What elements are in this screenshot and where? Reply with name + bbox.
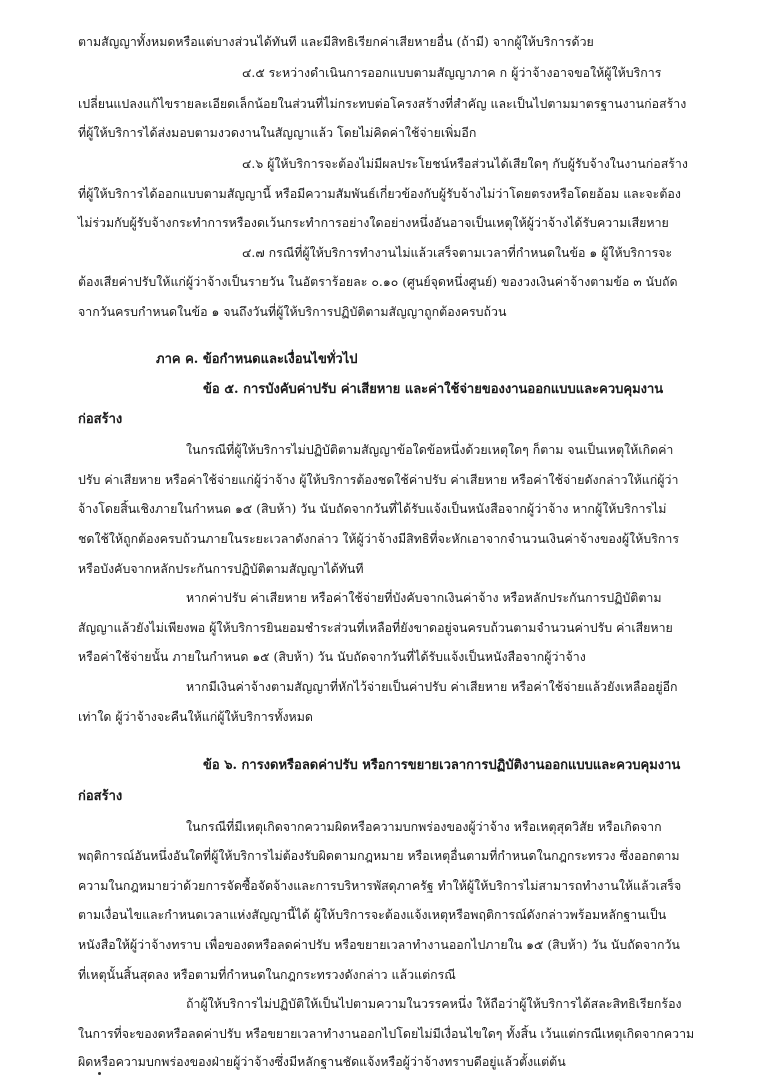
paragraph-line: หากมีเงินค่าจ้างตามสัญญาที่หักไว้จ่ายเป็นค่าปรับ ค่าเสียหาย หรือค่าใช้จ่ายแล้วยังเหลืออยู่อีก	[186, 679, 678, 694]
clause-4-7-line: ๔.๗ กรณีที่ผู้ให้บริการทำงานไม่แล้วเสร็จตามเวลาที่กำหนดในข้อ ๑ ผู้ให้บริการจะ	[242, 245, 673, 260]
clause-4-6-line: ๔.๖ ผู้ให้บริการจะต้องไม่มีผลประโยชน์หรือส่วนได้เสียใดๆ กับผู้รับจ้างในงานก่อสร้าง	[242, 156, 688, 171]
paragraph-line: ต้องเสียค่าปรับให้แก่ผู้ว่าจ้างเป็นรายวัน ในอัตราร้อยละ ๐.๑๐ (ศูนย์จุดหนึ่งศูนย์) ของวงเงินค่าจ้างตามข้อ ๓ นับถัด	[78, 274, 678, 289]
clause-5-heading-cont: ก่อสร้าง	[78, 412, 123, 427]
paragraph-line: จากวันครบกำหนดในข้อ ๑ จนถึงวันที่ผู้ให้บริการปฏิบัติตามสัญญาถูกต้องครบถ้วน	[78, 304, 507, 319]
clause-6-heading-cont: ก่อสร้าง	[78, 789, 123, 804]
scan-dot	[98, 1072, 101, 1075]
clause-6-heading: ข้อ ๖. การงดหรือลดค่าปรับ หรือการขยายเวลาการปฏิบัติงานออกแบบและควบคุมงาน	[203, 758, 681, 773]
paragraph-line: ปรับ ค่าเสียหาย หรือค่าใช้จ่ายแก่ผู้ว่าจ้าง ผู้ให้บริการต้องชดใช้ค่าปรับ ค่าเสียหาย หรือค่าใช้จ่ายดังกล่าวให้แก่ผู้ว่า	[78, 472, 679, 487]
paragraph-line: จ้างโดยสิ้นเชิงภายในกำหนด ๑๕ (สิบห้า) วัน นับถัดจากวันที่ได้รับแจ้งเป็นหนังสือจากผู้ว่าจ้าง หากผู้ให้บริการไม่	[78, 501, 667, 516]
paragraph-line: ที่เหตุนั้นสิ้นสุดลง หรือตามที่กำหนดในกฎกระทรวงดังกล่าว แล้วแต่กรณี	[78, 967, 456, 982]
paragraph-line: ในการที่จะของดหรือลดค่าปรับ หรือขยายเวลาทำงานออกไปโดยไม่มีเงื่อนไขใดๆ ทั้งสิ้น เว้นแต่กรณีเหตุเกิดจากความ	[78, 1026, 695, 1041]
paragraph-line: หรือค่าใช้จ่ายนั้น ภายในกำหนด ๑๕ (สิบห้า) วัน นับถัดจากวันที่ได้รับแจ้งเป็นหนังสือจากผู้ว่าจ้าง	[78, 649, 586, 664]
paragraph-line: ความในกฎหมายว่าด้วยการจัดซื้อจัดจ้างและการบริหารพัสดุภาครัฐ ทำให้ผู้ให้บริการไม่สามารถทำงานให้แล้วเสร็จ	[78, 878, 682, 893]
paragraph-line: หนังสือให้ผู้ว่าจ้างทราบ เพื่อของดหรือลดค่าปรับ หรือขยายเวลาทำงานออกไปภายใน ๑๕ (สิบห้า) วัน นับถัดจากวัน	[78, 937, 680, 952]
paragraph-line: ในกรณีที่ผู้ให้บริการไม่ปฏิบัติตามสัญญาข้อใดข้อหนึ่งด้วยเหตุใดๆ ก็ตาม จนเป็นเหตุให้เกิดค่า	[186, 442, 674, 457]
paragraph-line: หากค่าปรับ ค่าเสียหาย หรือค่าใช้จ่ายที่บังคับจากเงินค่าจ้าง หรือหลักประกันการปฏิบัติตาม	[186, 590, 662, 605]
paragraph-line: ผิดหรือความบกพร่องของฝ่ายผู้ว่าจ้างซึ่งมีหลักฐานชัดแจ้งหรือผู้ว่าจ้างทราบดีอยู่แล้วตั้งแต่ต้น	[78, 1054, 566, 1069]
paragraph-line: ถ้าผู้ให้บริการไม่ปฏิบัติให้เป็นไปตามความในวรรคหนึ่ง ให้ถือว่าผู้ให้บริการได้สละสิทธิเรียกร้อง	[186, 996, 682, 1011]
paragraph-line: ตามเงื่อนไขและกำหนดเวลาแห่งสัญญานี้ได้ ผู้ให้บริการจะต้องแจ้งเหตุหรือพฤติการณ์ดังกล่าวพร้อมหลักฐานเป็น	[78, 907, 667, 922]
paragraph-line: ไม่ร่วมกับผู้รับจ้างกระทำการหรืองดเว้นกระทำการอย่างใดอย่างหนึ่งอันอาจเป็นเหตุให้ผู้ว่าจ้างได้รับความเสียหาย	[78, 215, 669, 230]
section-heading: ภาค ค. ข้อกำหนดและเงื่อนไขทั่วไป	[156, 352, 358, 367]
clause-5-heading: ข้อ ๕. การบังคับค่าปรับ ค่าเสียหาย และค่าใช้จ่ายของงานออกแบบและควบคุมงาน	[203, 382, 664, 397]
paragraph-line: พฤติการณ์อันหนึ่งอันใดที่ผู้ให้บริการไม่ต้องรับผิดตามกฎหมาย หรือเหตุอื่นตามที่กำหนดในกฎกระทรวง ซึ่งออกตาม	[78, 848, 680, 863]
paragraph-line: เปลี่ยนแปลงแก้ไขรายละเอียดเล็กน้อยในส่วนที่ไม่กระทบต่อโครงสร้างที่สำคัญ และเป็นไปตามมาตรฐานงานก่อสร้าง	[78, 96, 687, 111]
paragraph-line: ชดใช้ให้ถูกต้องครบถ้วนภายในระยะเวลาดังกล่าว ให้ผู้ว่าจ้างมีสิทธิที่จะหักเอาจากจำนวนเงินค่าจ้างของผู้ให้บริการ	[78, 531, 680, 546]
paragraph-line: หรือบังคับจากหลักประกันการปฏิบัติตามสัญญาได้ทันที	[78, 561, 364, 576]
paragraph-line: ที่ผู้ให้บริการได้ออกแบบตามสัญญานี้ หรือมีความสัมพันธ์เกี่ยวข้องกับผู้รับจ้างไม่ว่าโดยตรงหรือโดยอ้อม และจะต้อง	[78, 186, 681, 201]
paragraph-line: ที่ผู้ให้บริการได้ส่งมอบตามงวดงานในสัญญาแล้ว โดยไม่คิดค่าใช้จ่ายเพิ่มอีก	[78, 125, 477, 140]
paragraph-line: เท่าใด ผู้ว่าจ้างจะคืนให้แก่ผู้ให้บริการทั้งหมด	[78, 709, 313, 724]
paragraph-line: สัญญาแล้วยังไม่เพียงพอ ผู้ให้บริการยินยอมชำระส่วนที่เหลือที่ยังขาดอยู่จนครบถ้วนตามจำนวนค่าปรับ ค่าเสียหาย	[78, 620, 673, 635]
paragraph-line: ในกรณีที่มีเหตุเกิดจากความผิดหรือความบกพร่องของผู้ว่าจ้าง หรือเหตุสุดวิสัย หรือเกิดจาก	[186, 819, 662, 834]
paragraph-line: ตามสัญญาทั้งหมดหรือแต่บางส่วนได้ทันที และมีสิทธิเรียกค่าเสียหายอื่น (ถ้ามี) จากผู้ให้บริการด้วย	[78, 34, 594, 49]
clause-4-5-line: ๔.๕ ระหว่างดำเนินการออกแบบตามสัญญาภาค ก ผู้ว่าจ้างอาจขอให้ผู้ให้บริการ	[242, 65, 662, 80]
